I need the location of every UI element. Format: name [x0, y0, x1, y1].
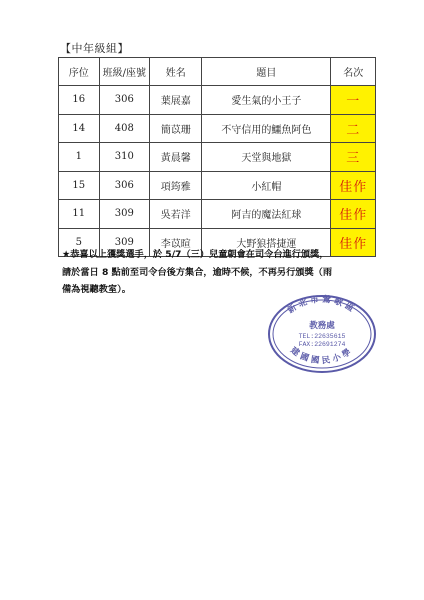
awards-table: [58, 57, 376, 257]
stamp-tel: TEL:22635615: [298, 333, 346, 340]
cell-place: 佳作: [331, 171, 376, 200]
award-notice: [62, 246, 378, 299]
header-title: 題目: [202, 58, 331, 86]
stamp-bottom-text: 建國國民小學: [288, 345, 356, 367]
notice-line: ★恭喜以上獲獎選手，於 5/7（三）兒童朝會在司令台進行頒獎，: [62, 249, 329, 260]
header-rank: 序位: [59, 58, 100, 86]
table-row: [59, 86, 376, 115]
cell-title: 天堂與地獄: [202, 143, 331, 172]
cell-place: 三: [331, 143, 376, 172]
cell-rank: 11: [59, 200, 100, 229]
group-label: 【中年級組】: [60, 42, 129, 55]
cell-title: 阿吉的魔法紅球: [202, 200, 331, 229]
cell-class: 306: [99, 171, 150, 200]
table-row: [59, 143, 376, 172]
svg-text:新北市鶯歌區: [285, 294, 358, 316]
cell-class: 309: [99, 228, 150, 257]
table-row: [59, 200, 376, 229]
cell-class: 310: [99, 143, 150, 172]
notice-line: 請於當日 8 點前至司令台後方集合，逾時不候，不再另行頒獎（雨: [62, 266, 333, 278]
cell-name: 葉展嘉: [150, 86, 202, 115]
cell-rank: 16: [59, 86, 100, 115]
cell-name: 黃晨馨: [150, 143, 202, 172]
table-header-row: [59, 58, 376, 86]
table-row: [59, 114, 376, 143]
cell-title: 小紅帽: [202, 171, 331, 200]
stamp-center-text: 教務處: [309, 321, 335, 331]
cell-name: 項筠雅: [150, 171, 202, 200]
cell-title: 大野狼搭捷運: [202, 228, 331, 257]
cell-title: 愛生氣的小王子: [202, 86, 331, 115]
cell-place: 佳作: [331, 200, 376, 229]
cell-rank: 14: [59, 114, 100, 143]
notice-line: 備為視聽教室）。: [62, 284, 131, 295]
cell-class: 408: [99, 114, 150, 143]
cell-class: 306: [99, 86, 150, 115]
header-place: 名次: [331, 58, 376, 86]
cell-rank: 5: [59, 228, 100, 257]
header-name: 姓名: [150, 58, 202, 86]
school-seal-stamp: [266, 292, 378, 374]
cell-rank: 1: [59, 143, 100, 172]
header-class: 班級/座號: [99, 58, 150, 86]
stamp-fax: FAX:22691274: [298, 341, 346, 348]
cell-name: 李苡暄: [150, 228, 202, 257]
table-row: [59, 171, 376, 200]
cell-title: 不守信用的鱷魚阿色: [202, 114, 331, 143]
stamp-arc-text: 新北市鶯歌區: [286, 294, 358, 316]
cell-place: 佳作: [331, 228, 376, 257]
cell-place: 一: [331, 86, 376, 115]
cell-name: 簡苡珊: [150, 114, 202, 143]
cell-rank: 15: [59, 171, 100, 200]
cell-place: 二: [331, 114, 376, 143]
cell-class: 309: [99, 200, 150, 229]
cell-name: 吳若洋: [150, 200, 202, 229]
